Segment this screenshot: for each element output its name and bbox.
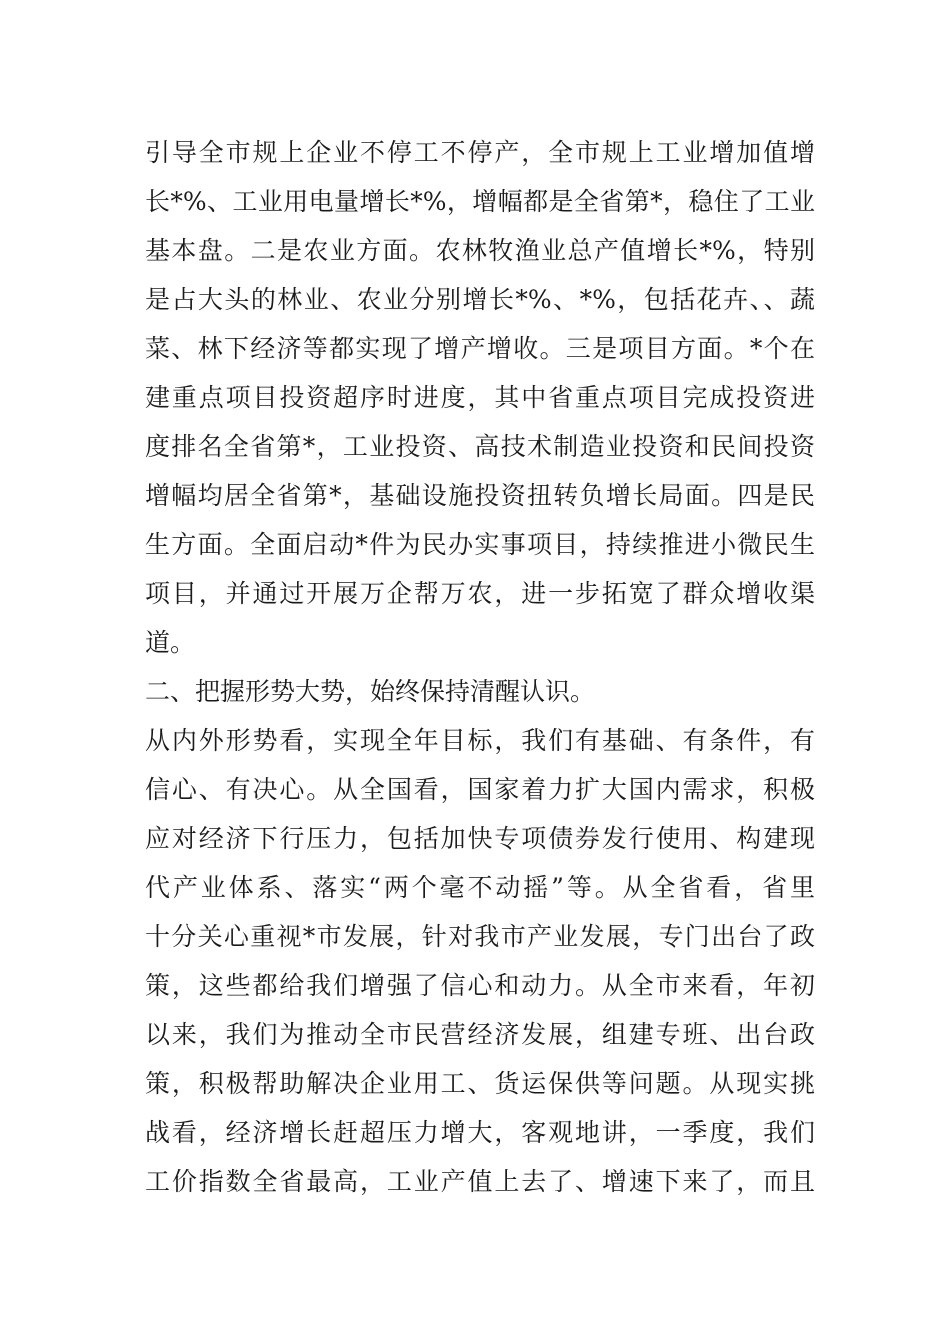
text-line: 以来，我们为推动全市民营经济发展，组建专班、出台政 xyxy=(145,1020,815,1049)
text-line: 工价指数全省最高，工业产值上去了、增速下来了，而且 xyxy=(145,1167,815,1196)
text-line: 战看，经济增长赶超压力增大，客观地讲，一季度，我们 xyxy=(145,1118,815,1147)
text-line: 建重点项目投资超序时进度，其中省重点项目完成投资进 xyxy=(145,383,815,412)
heading-text: 二、把握形势大势，始终保持清醒认识。 xyxy=(145,677,596,706)
text-line: 长*%、工业用电量增长*%，增幅都是全省第*，稳住了工业 xyxy=(145,187,815,216)
text-line: 度排名全省第*，工业投资、高技术制造业投资和民间投资 xyxy=(145,432,815,461)
text-line: 信心、有决心。从全国看，国家着力扩大国内需求，积极 xyxy=(145,775,815,804)
text-line: 从内外形势看，实现全年目标，我们有基础、有条件，有 xyxy=(145,726,815,755)
paragraph-2 xyxy=(145,716,815,1206)
text-line: 生方面。全面启动*件为民办实事项目，持续推进小微民生 xyxy=(145,530,815,559)
text-line: 应对经济下行压力，包括加快专项债券发行使用、构建现 xyxy=(145,824,815,853)
text-line: 十分关心重视*市发展，针对我市产业发展，专门出台了政 xyxy=(145,922,815,951)
document-body xyxy=(145,128,815,1206)
paragraph-1 xyxy=(145,128,815,667)
text-line: 代产业体系、落实“两个毫不动摇”等。从全省看，省里 xyxy=(145,873,815,902)
text-line: 增幅均居全省第*，基础设施投资扭转负增长局面。四是民 xyxy=(145,481,815,510)
text-line: 菜、林下经济等都实现了增产增收。三是项目方面。*个在 xyxy=(145,334,815,363)
text-line: 项目，并通过开展万企帮万农，进一步拓宽了群众增收渠 xyxy=(145,579,815,608)
text-line: 道。 xyxy=(145,628,196,657)
text-line: 引导全市规上企业不停工不停产，全市规上工业增加值增 xyxy=(145,138,815,167)
text-line: 策，这些都给我们增强了信心和动力。从全市来看，年初 xyxy=(145,971,815,1000)
section-heading xyxy=(145,667,815,716)
text-line: 策，积极帮助解决企业用工、货运保供等问题。从现实挑 xyxy=(145,1069,815,1098)
text-line: 是占大头的林业、农业分别增长*%、*%，包括花卉、、蔬 xyxy=(145,285,815,314)
text-line: 基本盘。二是农业方面。农林牧渔业总产值增长*%，特别 xyxy=(145,236,815,265)
